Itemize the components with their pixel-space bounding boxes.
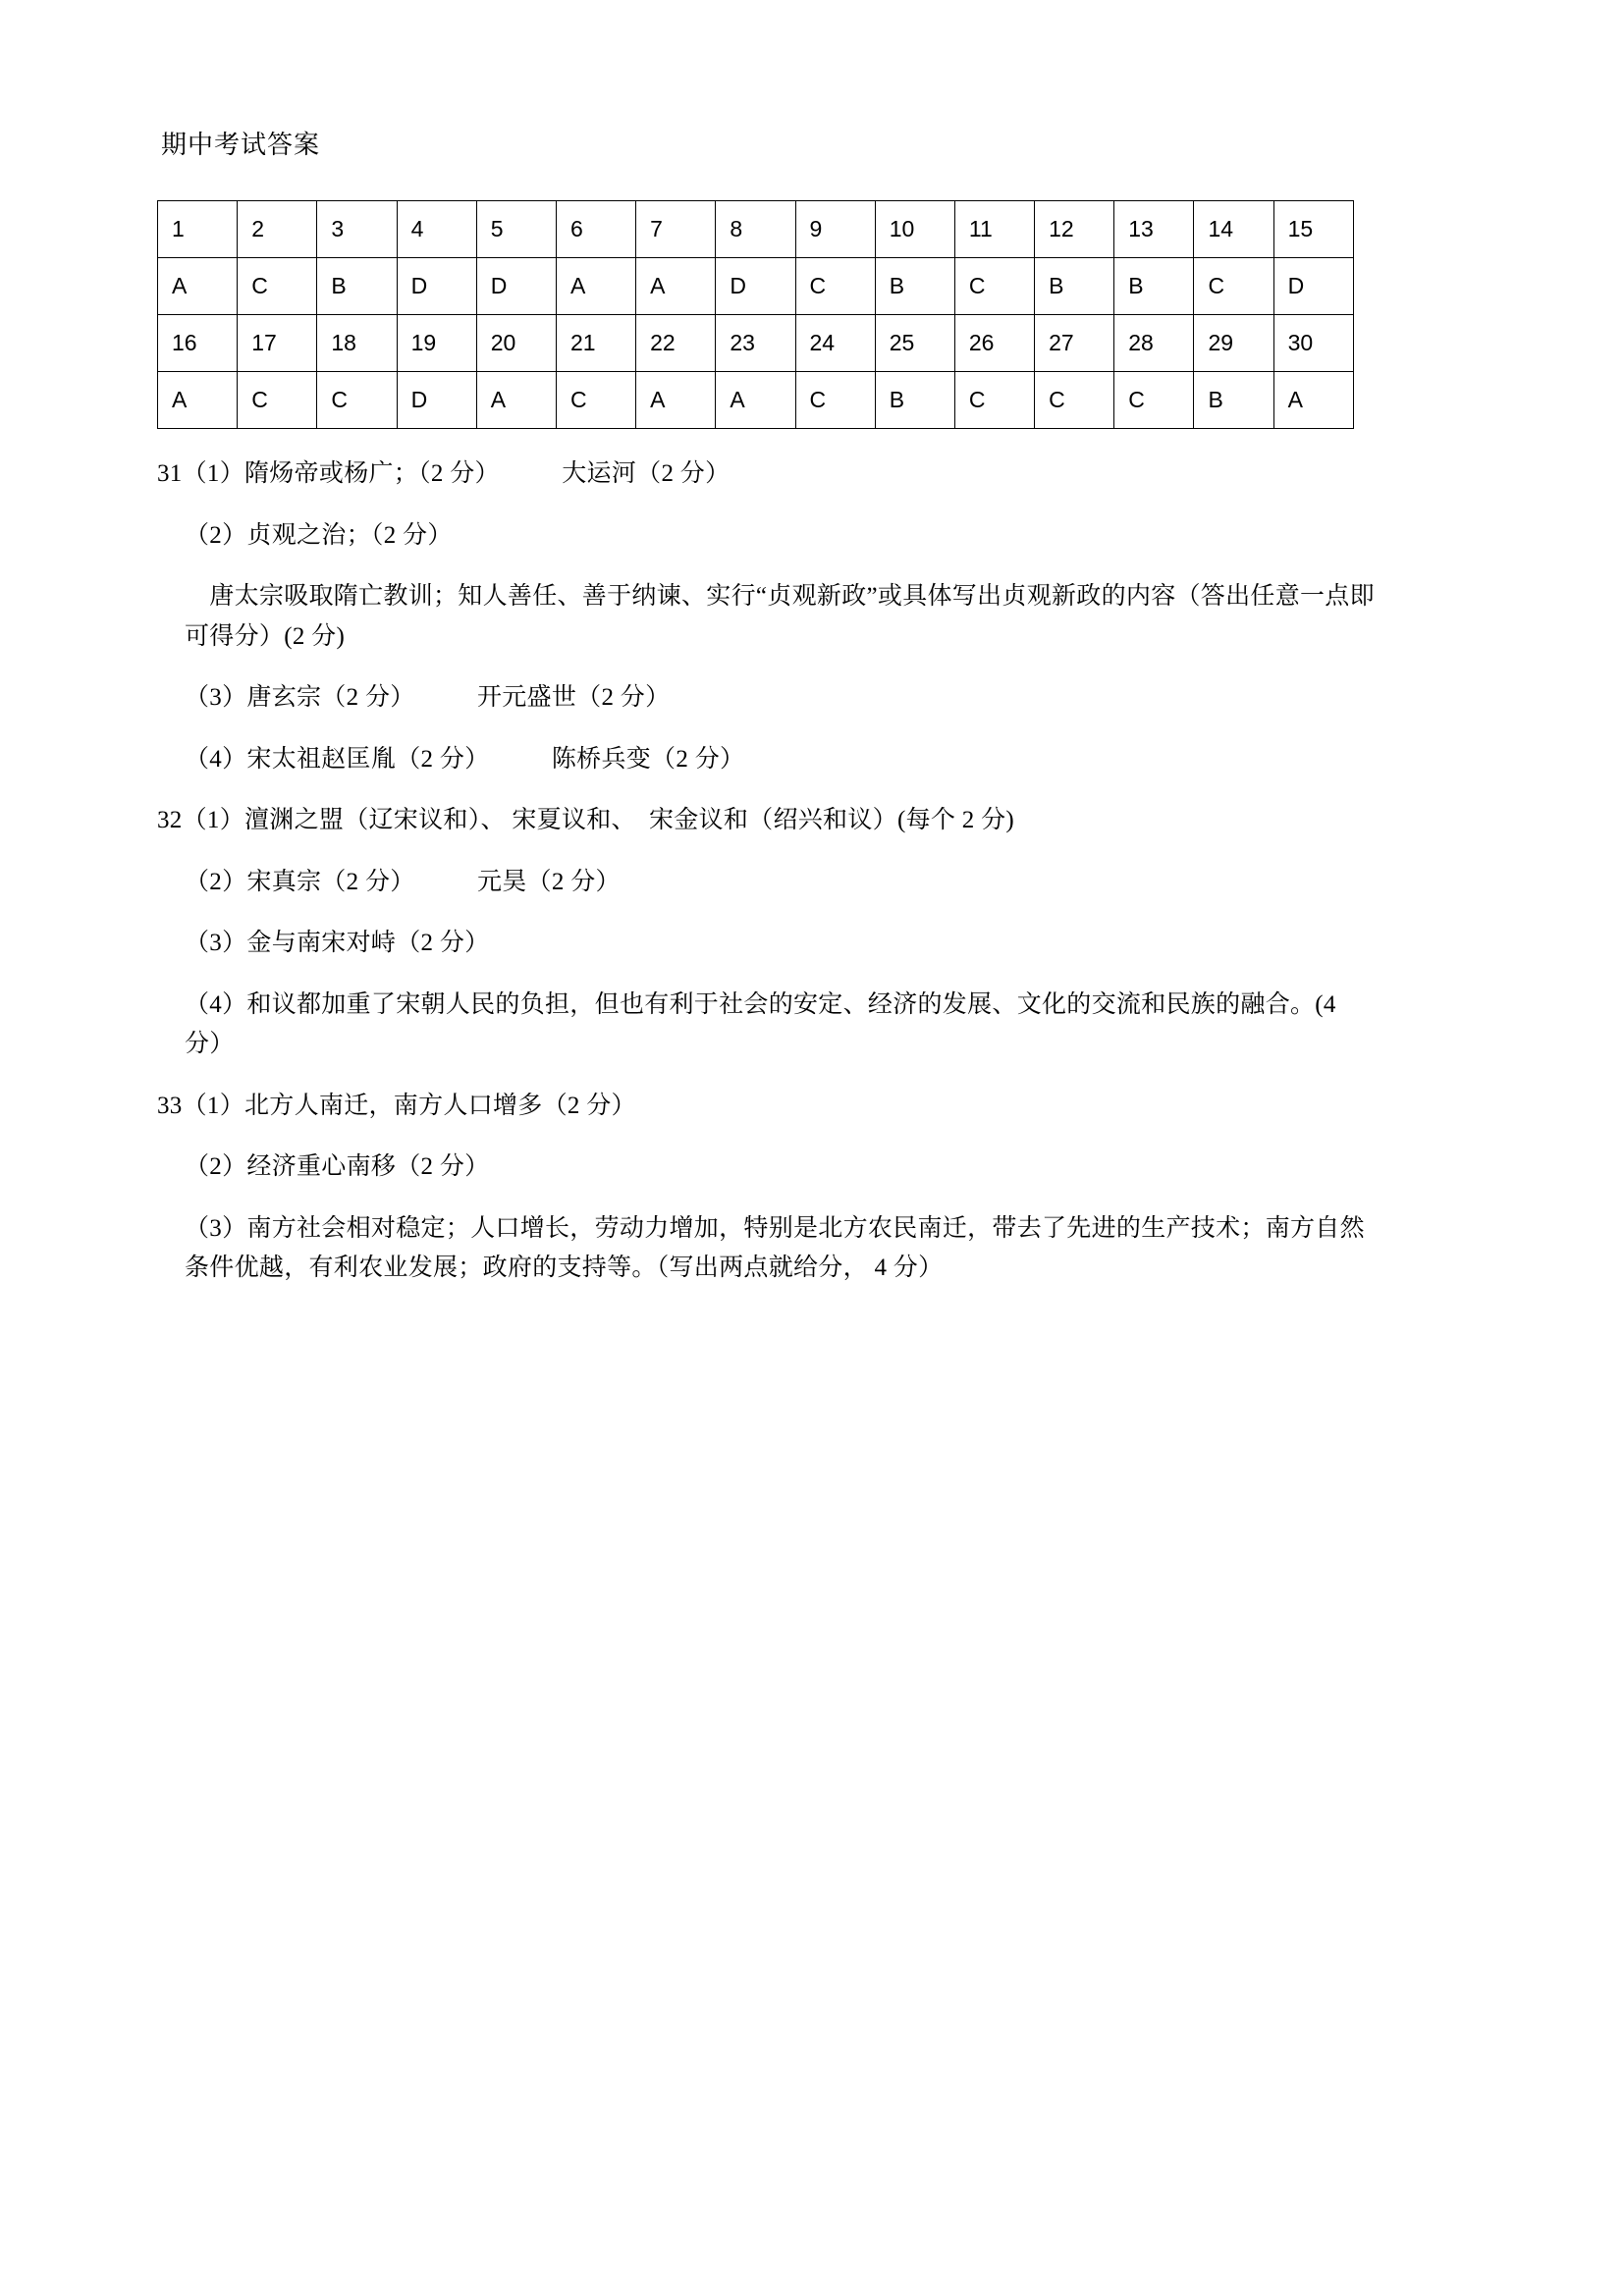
table-cell-number: 6 (556, 201, 635, 258)
table-cell-number: 28 (1114, 315, 1194, 372)
table-cell-answer: D (397, 258, 476, 315)
table-cell-answer: A (1273, 372, 1353, 429)
table-cell-number: 15 (1273, 201, 1353, 258)
table-cell-answer: C (1114, 372, 1194, 429)
table-cell-number: 21 (556, 315, 635, 372)
table-cell-number: 2 (238, 201, 317, 258)
answer-line-q32-4: （4）和议都加重了宋朝人民的负担，但也有利于社会的安定、经济的发展、文化的交流和民族的融合。(4 分） (185, 990, 1343, 1058)
answer-line-q32-2: （2）宋真宗（2 分） 元昊（2 分） (185, 868, 621, 895)
table-cell-answer: A (556, 258, 635, 315)
table-cell-answer: C (1035, 372, 1114, 429)
answer-line-q31-2-detail: 唐太宗吸取隋亡教训；知人善任、善于纳谏、实行“贞观新政”或具体写出贞观新政的内容（答出任意一点即可得分）(2 分) (185, 583, 1375, 650)
table-cell-answer: D (1273, 258, 1353, 315)
table-cell-answer: C (238, 372, 317, 429)
table-cell-answer: A (716, 372, 795, 429)
table-cell-number: 25 (875, 315, 954, 372)
answer-key-table (157, 200, 1354, 429)
table-cell-answer: C (1194, 258, 1273, 315)
table-cell-number: 14 (1194, 201, 1273, 258)
table-cell-number: 24 (795, 315, 875, 372)
table-cell-answer: C (556, 372, 635, 429)
table-cell-number: 7 (636, 201, 716, 258)
table-cell-answer: B (1114, 258, 1194, 315)
table-cell-answer: C (795, 372, 875, 429)
table-cell-number: 23 (716, 315, 795, 372)
answer-line-q32-1: 32（1）澶渊之盟（辽宋议和）、 宋夏议和、 宋金议和（绍兴和议）(每个 2 分) (157, 807, 1015, 834)
answer-line-q33-1: 33（1）北方人南迁，南方人口增多（2 分） (157, 1092, 636, 1119)
table-cell-answer: B (1194, 372, 1273, 429)
table-cell-answer: B (317, 258, 397, 315)
table-cell-number: 30 (1273, 315, 1353, 372)
table-cell-answer: A (158, 258, 238, 315)
table-cell-answer: A (158, 372, 238, 429)
table-cell-answer: D (397, 372, 476, 429)
table-cell-number: 22 (636, 315, 716, 372)
table-cell-number: 11 (954, 201, 1034, 258)
table-cell-number: 1 (158, 201, 238, 258)
table-cell-number: 18 (317, 315, 397, 372)
table-cell-number: 3 (317, 201, 397, 258)
table-cell-number: 19 (397, 315, 476, 372)
table-cell-number: 29 (1194, 315, 1273, 372)
table-row (158, 201, 1354, 258)
table-cell-number: 8 (716, 201, 795, 258)
table-cell-answer: C (795, 258, 875, 315)
table-cell-answer: A (476, 372, 556, 429)
table-cell-number: 27 (1035, 315, 1114, 372)
table-cell-number: 26 (954, 315, 1034, 372)
table-row (158, 372, 1354, 429)
table-cell-number: 20 (476, 315, 556, 372)
table-cell-number: 16 (158, 315, 238, 372)
table-cell-number: 9 (795, 201, 875, 258)
table-cell-number: 4 (397, 201, 476, 258)
table-cell-answer: C (954, 258, 1034, 315)
table-cell-number: 12 (1035, 201, 1114, 258)
table-row (158, 315, 1354, 372)
answer-key-table-body (158, 201, 1354, 429)
answer-line-q31-4: （4）宋太祖赵匡胤（2 分） 陈桥兵变（2 分） (185, 745, 745, 773)
table-cell-answer: C (238, 258, 317, 315)
page-title: 期中考试答案 (161, 131, 321, 159)
answer-line-q33-3: （3）南方社会相对稳定；人口增长，劳动力增加，特别是北方农民南迁，带去了先进的生产技术；南方自然条件优越，有利农业发展；政府的支持等。（写出两点就给分， 4 分） (185, 1214, 1365, 1282)
answer-line-q32-3: （3）金与南宋对峙（2 分） (185, 930, 490, 957)
document-content (157, 128, 1375, 1289)
table-cell-answer: B (875, 258, 954, 315)
table-cell-number: 17 (238, 315, 317, 372)
table-cell-number: 13 (1114, 201, 1194, 258)
answer-line-q33-2: （2）经济重心南移（2 分） (185, 1153, 490, 1181)
table-row (158, 258, 1354, 315)
table-cell-answer: D (716, 258, 795, 315)
table-cell-number: 10 (875, 201, 954, 258)
table-cell-answer: B (875, 372, 954, 429)
answer-line-q31-1: 31（1）隋炀帝或杨广；（2 分） 大运河（2 分） (157, 460, 731, 488)
table-cell-number: 5 (476, 201, 556, 258)
answer-line-q31-2: （2）贞观之治；（2 分） (185, 521, 453, 549)
table-cell-answer: A (636, 258, 716, 315)
table-cell-answer: C (317, 372, 397, 429)
answer-line-q31-3: （3）唐玄宗（2 分） 开元盛世（2 分） (185, 684, 671, 712)
table-cell-answer: B (1035, 258, 1114, 315)
table-cell-answer: C (954, 372, 1034, 429)
table-cell-answer: A (636, 372, 716, 429)
table-cell-answer: D (476, 258, 556, 315)
